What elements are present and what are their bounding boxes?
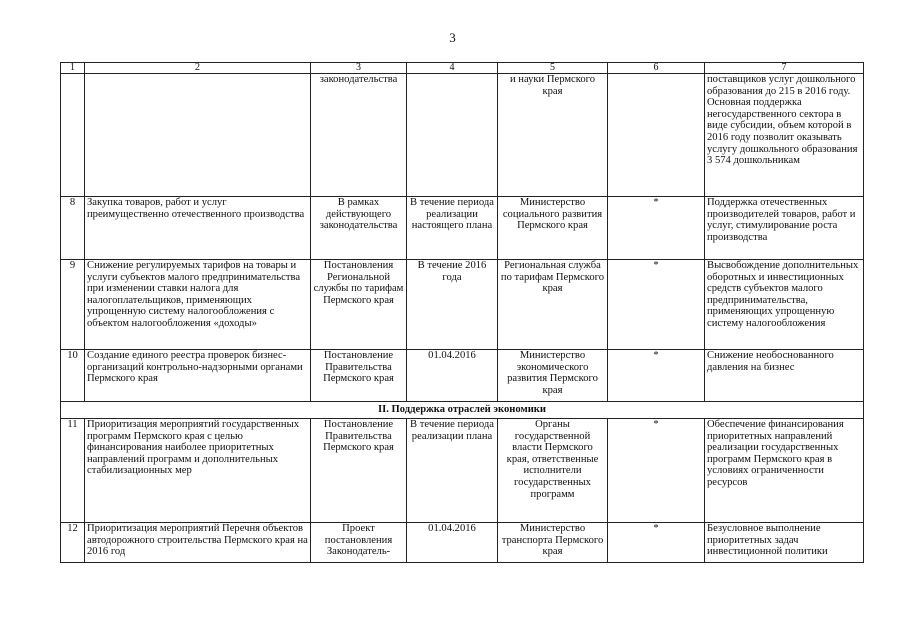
document-cell: Постановления Региональной службы по тарифам Пермского края: [311, 260, 407, 350]
document-cell: законодательства: [311, 74, 407, 197]
executor-cell: Министерство экономического развития Пермского края: [498, 350, 608, 402]
result-cell: Безусловное выполнение приоритетных задач инвестиционной политики: [705, 523, 864, 563]
result-cell: поставщиков услуг дошкольного образования до 215 в 2016 году. Основная поддержка негосударственного сектора в виде субсидии, объем которой в 2016 году позволит оказывать услугу дошкольного образования 3 574 дошкольникам: [705, 74, 864, 197]
header-cell: 5: [498, 63, 608, 74]
row-number: 9: [61, 260, 85, 350]
measure-cell: [85, 74, 311, 197]
row-number: 11: [61, 419, 85, 523]
executor-cell: Региональная служба по тарифам Пермского края: [498, 260, 608, 350]
table-row: [61, 523, 864, 563]
col6-cell: *: [608, 350, 705, 402]
header-cell: 3: [311, 63, 407, 74]
result-cell: Поддержка отечественных производителей товаров, работ и услуг, стимулирование роста производства: [705, 197, 864, 260]
measure-cell: Закупка товаров, работ и услуг преимущественно отечественного производства: [85, 197, 311, 260]
measure-cell: Приоритизация мероприятий государственных программ Пермского края с целью финансирования наиболее приоритетных направлений программ и дополнительных стабилизационных мер: [85, 419, 311, 523]
measure-cell: Приоритизация мероприятий Перечня объектов автодорожного строительства Пермского края на 2016 год: [85, 523, 311, 563]
col6-cell: [608, 74, 705, 197]
executor-cell: Органы государственной власти Пермского края, ответственные исполнители государственных программ: [498, 419, 608, 523]
header-cell: 1: [61, 63, 85, 74]
executor-cell: Министерство транспорта Пермского края: [498, 523, 608, 563]
header-cell: 2: [85, 63, 311, 74]
row-number: 10: [61, 350, 85, 402]
deadline-cell: [407, 74, 498, 197]
header-cell: 7: [705, 63, 864, 74]
page-number: 3: [449, 30, 456, 45]
measure-cell: Снижение регулируемых тарифов на товары и услуги субъектов малого предпринимательства при изменении ставки налога для налогоплательщиков, применяющих упрощенную систему налогообложения с объектом налогообложения «доходы»: [85, 260, 311, 350]
col6-cell: *: [608, 523, 705, 563]
header-cell: 6: [608, 63, 705, 74]
section-row: [61, 402, 864, 419]
col6-cell: *: [608, 419, 705, 523]
deadline-cell: 01.04.2016: [407, 350, 498, 402]
col6-cell: *: [608, 260, 705, 350]
header-cell: 4: [407, 63, 498, 74]
row-number: 12: [61, 523, 85, 563]
table-row: [61, 350, 864, 402]
result-cell: Обеспечение финансирования приоритетных направлений реализации государственных программ Пермского края в условиях ограниченности ресурсов: [705, 419, 864, 523]
table-row: [61, 260, 864, 350]
deadline-cell: В течение периода реализации плана: [407, 419, 498, 523]
deadline-cell: В течение периода реализации настоящего плана: [407, 197, 498, 260]
row-number: 8: [61, 197, 85, 260]
col6-cell: *: [608, 197, 705, 260]
document-cell: Постановление Правительства Пермского края: [311, 419, 407, 523]
result-cell: Снижение необоснованного давления на бизнес: [705, 350, 864, 402]
table-row: [61, 74, 864, 197]
measure-cell: Создание единого реестра проверок бизнес-организаций контрольно-надзорными органами Пермского края: [85, 350, 311, 402]
result-cell: Высвобождение дополнительных оборотных и инвестиционных средств субъектов малого предпринимательства, применяющих упрощенную систему налогообложения: [705, 260, 864, 350]
document-cell: Проект постановления Законодатель-: [311, 523, 407, 563]
section-title: II. Поддержка отраслей экономики: [61, 402, 864, 419]
document-cell: В рамках действующего законодательства: [311, 197, 407, 260]
document-cell: Постановление Правительства Пермского края: [311, 350, 407, 402]
deadline-cell: В течение 2016 года: [407, 260, 498, 350]
executor-cell: и науки Пермского края: [498, 74, 608, 197]
measures-table: [60, 62, 864, 563]
executor-cell: Министерство социального развития Пермского края: [498, 197, 608, 260]
table-row: [61, 197, 864, 260]
table-header-row: [61, 63, 864, 74]
table-row: [61, 419, 864, 523]
deadline-cell: 01.04.2016: [407, 523, 498, 563]
row-number: [61, 74, 85, 197]
